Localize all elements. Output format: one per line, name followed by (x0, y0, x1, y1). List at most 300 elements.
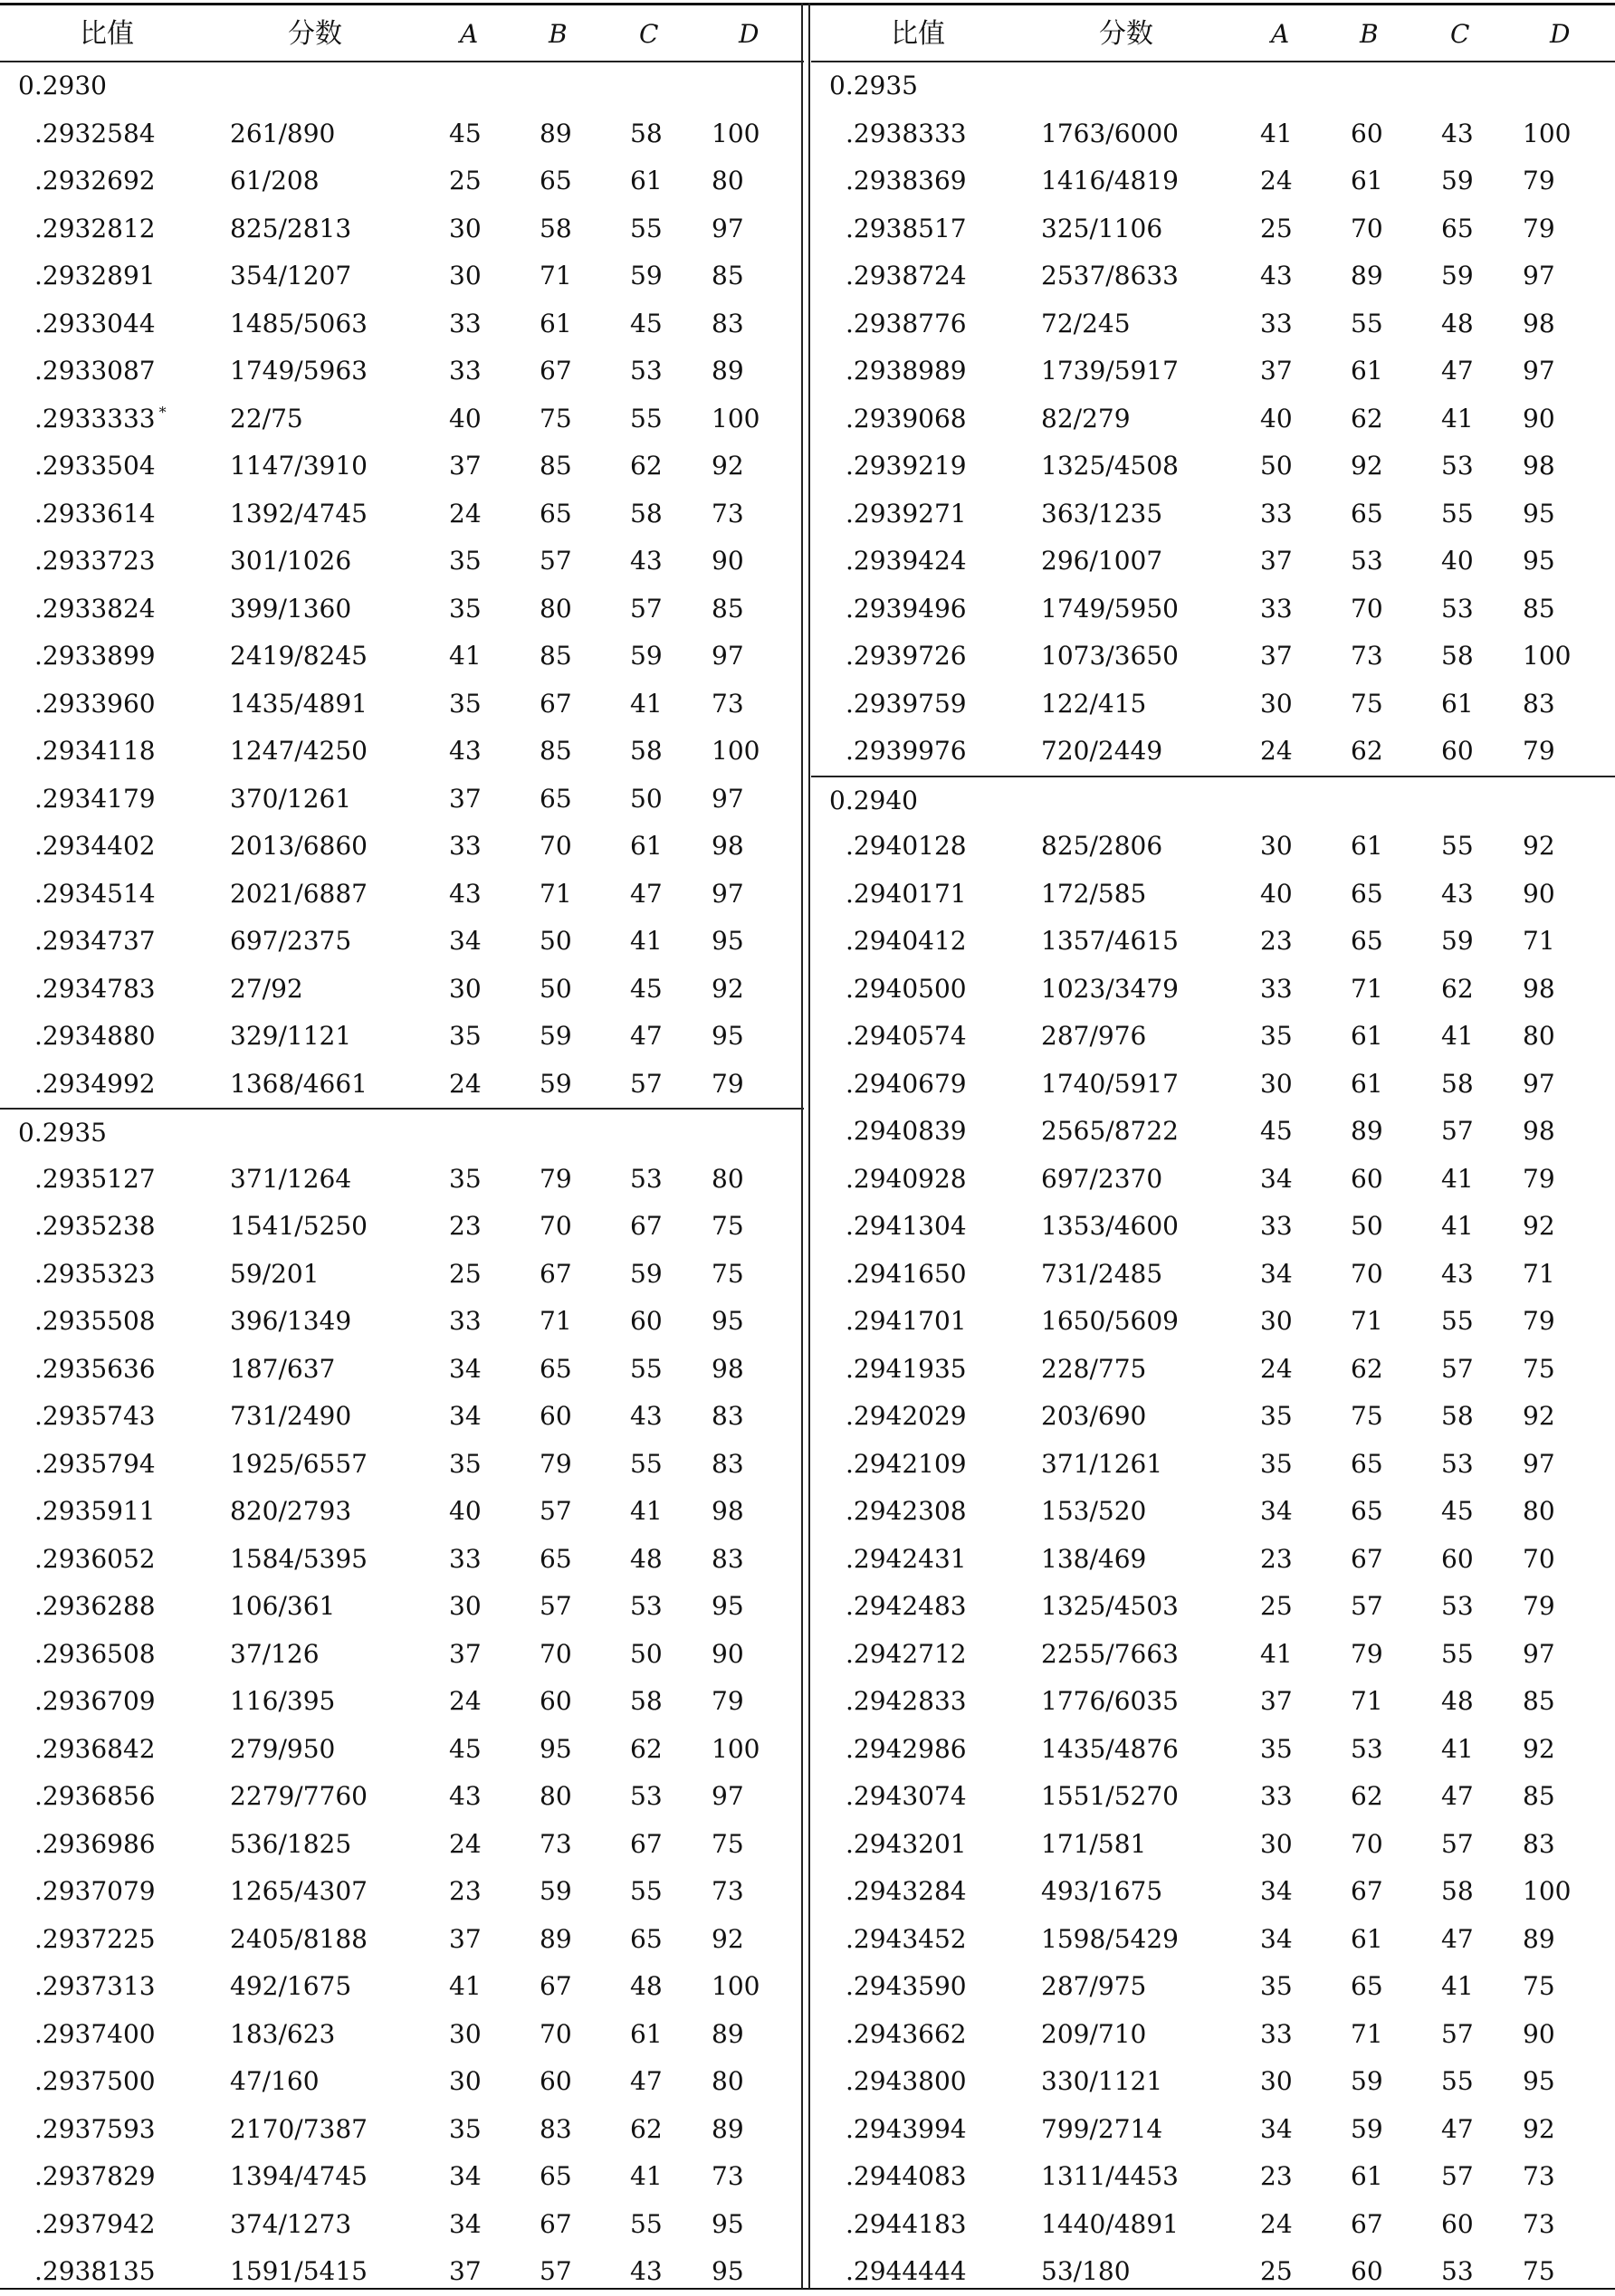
left-table (0, 0, 804, 2296)
d-cell: 97 (712, 213, 744, 243)
right-table (811, 0, 1615, 2296)
table-row (0, 1726, 804, 1774)
d-cell: 90 (1523, 403, 1555, 433)
ratio-value: .2936856 (34, 1781, 156, 1811)
b-cell: 89 (1351, 261, 1383, 291)
table-row (811, 2106, 1615, 2154)
fraction-cell: 53/180 (1041, 2256, 1131, 2286)
a-cell: 33 (449, 356, 482, 386)
a-cell: 33 (449, 1543, 482, 1574)
ratio-cell (846, 681, 967, 729)
a-cell: 25 (449, 166, 482, 195)
a-cell: 35 (1260, 1448, 1293, 1479)
c-cell: 67 (630, 1828, 663, 1859)
fraction-cell: 1485/5063 (230, 308, 368, 338)
c-cell: 41 (630, 2161, 663, 2191)
d-cell: 92 (1523, 1211, 1555, 1241)
ratio-value: .2943590 (846, 1971, 967, 2001)
table-row (0, 110, 804, 158)
a-cell: 30 (1260, 831, 1293, 861)
d-cell: 97 (712, 878, 744, 909)
header-fraction: 分数 (288, 18, 342, 50)
c-cell: 55 (630, 2208, 663, 2239)
ratio-value: .2942712 (846, 1638, 967, 1669)
b-cell: 83 (540, 2113, 572, 2144)
ratio-cell (846, 1108, 967, 1156)
d-cell: 89 (712, 2018, 744, 2049)
c-cell: 55 (1441, 831, 1474, 861)
fraction-cell: 1147/3910 (230, 451, 368, 481)
ratio-cell (846, 2011, 967, 2059)
d-cell: 95 (712, 926, 744, 956)
d-cell: 73 (712, 498, 744, 529)
b-cell: 62 (1351, 1781, 1383, 1811)
ratio-value: .2937400 (34, 2018, 156, 2049)
b-cell: 53 (1351, 1733, 1383, 1764)
fraction-cell: 1598/5429 (1041, 1923, 1179, 1954)
fraction-cell: 799/2714 (1041, 2113, 1163, 2144)
ratio-value: .2935636 (34, 1353, 156, 1384)
c-cell: 45 (630, 973, 663, 1004)
d-cell: 97 (712, 641, 744, 671)
d-cell: 75 (712, 1828, 744, 1859)
fraction-cell: 1325/4508 (1041, 451, 1179, 481)
b-cell: 57 (1351, 1591, 1383, 1621)
b-cell: 62 (1351, 736, 1383, 766)
d-cell: 100 (712, 403, 760, 433)
fraction-cell: 2537/8633 (1041, 261, 1179, 291)
d-cell: 73 (712, 688, 744, 719)
a-cell: 50 (1260, 451, 1293, 481)
fraction-cell: 1247/4250 (230, 736, 368, 766)
fraction-cell: 301/1026 (230, 546, 352, 576)
b-cell: 60 (1351, 118, 1383, 148)
b-cell: 65 (1351, 926, 1383, 956)
ratio-value: .2942431 (846, 1543, 967, 1574)
c-cell: 65 (1441, 213, 1474, 243)
fraction-cell: 2255/7663 (1041, 1638, 1179, 1669)
fraction-cell: 106/361 (230, 1591, 336, 1621)
d-cell: 75 (712, 1211, 744, 1241)
header-ratio: 比值 (891, 18, 945, 50)
b-cell: 55 (1351, 308, 1383, 338)
a-cell: 35 (449, 688, 482, 719)
a-cell: 24 (449, 1686, 482, 1716)
ratio-value: .2940412 (846, 926, 967, 956)
d-cell: 73 (1523, 2208, 1555, 2239)
a-cell: 30 (449, 973, 482, 1004)
d-cell: 80 (1523, 1496, 1555, 1526)
fraction-cell: 82/279 (1041, 403, 1131, 433)
c-cell: 43 (630, 2256, 663, 2286)
d-cell: 92 (1523, 2113, 1555, 2144)
ratio-value: .2942483 (846, 1591, 967, 1621)
ratio-cell (34, 681, 156, 729)
ratio-value: .2942109 (846, 1448, 967, 1479)
ratio-cell (846, 1583, 967, 1631)
fraction-cell: 731/2490 (230, 1401, 352, 1431)
c-cell: 40 (1441, 546, 1474, 576)
fraction-cell: 1584/5395 (230, 1543, 368, 1574)
c-cell: 58 (630, 498, 663, 529)
c-cell: 41 (1441, 1971, 1474, 2001)
table-row (0, 2153, 804, 2201)
c-cell: 41 (630, 1496, 663, 1526)
table-row (0, 443, 804, 491)
b-cell: 60 (1351, 2256, 1383, 2286)
ratio-cell (34, 1583, 156, 1631)
fraction-cell: 279/950 (230, 1733, 336, 1764)
ratio-cell (34, 1678, 156, 1726)
a-cell: 35 (449, 546, 482, 576)
fraction-cell: 1392/4745 (230, 498, 368, 529)
d-cell: 95 (712, 2256, 744, 2286)
ratio-cell (846, 1963, 967, 2011)
b-cell: 57 (540, 2256, 572, 2286)
fraction-cell: 370/1261 (230, 783, 352, 814)
d-cell: 89 (712, 356, 744, 386)
header-a: A (1271, 19, 1290, 49)
table-row (0, 1203, 804, 1251)
c-cell: 61 (630, 831, 663, 861)
ratio-cell (846, 2058, 967, 2106)
a-cell: 45 (449, 1733, 482, 1764)
c-cell: 53 (1441, 593, 1474, 624)
ratio-cell (846, 1536, 967, 1584)
a-cell: 30 (1260, 688, 1293, 719)
c-cell: 47 (1441, 356, 1474, 386)
ratio-cell (34, 586, 156, 634)
table-row (811, 1156, 1615, 1204)
a-cell: 41 (1260, 118, 1293, 148)
ratio-value: .2940128 (846, 831, 967, 861)
ratio-cell (846, 2153, 967, 2201)
a-cell: 35 (449, 1448, 482, 1479)
ratio-value: .2940928 (846, 1163, 967, 1194)
d-cell: 83 (712, 308, 744, 338)
ratio-value: .2941701 (846, 1306, 967, 1336)
ratio-value: .2933899 (34, 641, 156, 671)
c-cell: 48 (1441, 308, 1474, 338)
ratio-cell (846, 1203, 967, 1251)
table-row (811, 871, 1615, 919)
c-cell: 55 (630, 1448, 663, 1479)
b-cell: 80 (540, 593, 572, 624)
fraction-cell: 371/1261 (1041, 1448, 1163, 1479)
b-cell: 65 (540, 166, 572, 195)
fraction-cell: 2013/6860 (230, 831, 368, 861)
ratio-cell (846, 110, 967, 158)
ratio-value: .2936508 (34, 1638, 156, 1669)
a-cell: 34 (449, 926, 482, 956)
a-cell: 25 (1260, 213, 1293, 243)
c-cell: 61 (630, 2018, 663, 2049)
b-cell: 61 (1351, 356, 1383, 386)
ratio-cell (846, 300, 967, 348)
ratio-value: .2940171 (846, 878, 967, 909)
table-row (811, 681, 1615, 729)
ratio-value: .2938333 (846, 118, 967, 148)
ratio-cell (34, 1298, 156, 1346)
ratio-cell (846, 1061, 967, 1109)
d-cell: 89 (712, 2113, 744, 2144)
d-cell: 80 (712, 166, 744, 195)
a-cell: 37 (1260, 356, 1293, 386)
fraction-cell: 1551/5270 (1041, 1781, 1179, 1811)
fraction-cell: 47/160 (230, 2066, 320, 2096)
d-cell: 75 (1523, 2256, 1555, 2286)
a-cell: 40 (449, 1496, 482, 1526)
c-cell: 43 (630, 1401, 663, 1431)
ratio-cell (846, 871, 967, 919)
table-row (0, 823, 804, 871)
ratio-value: .2935508 (34, 1306, 156, 1336)
fraction-cell: 209/710 (1041, 2018, 1147, 2049)
a-cell: 33 (1260, 593, 1293, 624)
c-cell: 60 (1441, 2208, 1474, 2239)
a-cell: 23 (449, 1211, 482, 1241)
b-cell: 62 (1351, 403, 1383, 433)
b-cell: 50 (540, 973, 572, 1004)
a-cell: 33 (1260, 498, 1293, 529)
c-cell: 55 (1441, 1306, 1474, 1336)
header-a: A (460, 19, 479, 49)
fraction-cell: 1353/4600 (1041, 1211, 1179, 1241)
fraction-cell: 825/2806 (1041, 831, 1163, 861)
b-cell: 67 (1351, 1543, 1383, 1574)
b-cell: 70 (1351, 213, 1383, 243)
ratio-value: .2934402 (34, 831, 156, 861)
header-fraction: 分数 (1099, 18, 1153, 50)
ratio-value: .2944183 (846, 2208, 967, 2239)
b-cell: 70 (1351, 593, 1383, 624)
b-cell: 61 (1351, 831, 1383, 861)
table-row (0, 918, 804, 966)
c-cell: 43 (1441, 1258, 1474, 1289)
c-cell: 41 (630, 688, 663, 719)
c-cell: 58 (1441, 641, 1474, 671)
ratio-value: .2939219 (846, 451, 967, 481)
fraction-cell: 1368/4661 (230, 1068, 368, 1099)
b-cell: 59 (540, 1876, 572, 1906)
a-cell: 24 (1260, 166, 1293, 195)
d-cell: 79 (712, 1068, 744, 1099)
a-cell: 33 (1260, 1211, 1293, 1241)
a-cell: 34 (1260, 2113, 1293, 2144)
a-cell: 25 (1260, 2256, 1293, 2286)
c-cell: 47 (1441, 1781, 1474, 1811)
fraction-cell: 1394/4745 (230, 2161, 368, 2191)
d-cell: 79 (712, 1686, 744, 1716)
a-cell: 30 (1260, 1068, 1293, 1099)
d-cell: 98 (1523, 451, 1555, 481)
table-row (811, 252, 1615, 300)
d-cell: 79 (1523, 213, 1555, 243)
b-cell: 73 (1351, 641, 1383, 671)
ratio-cell (34, 1868, 156, 1916)
c-cell: 59 (1441, 926, 1474, 956)
fraction-cell: 1739/5917 (1041, 356, 1179, 386)
header-b: B (1360, 19, 1379, 49)
a-cell: 37 (1260, 546, 1293, 576)
b-cell: 60 (540, 1401, 572, 1431)
table-row (811, 1013, 1615, 1061)
ratio-cell (846, 538, 967, 586)
d-cell: 79 (1523, 1306, 1555, 1336)
b-cell: 61 (1351, 1923, 1383, 1954)
c-cell: 61 (1441, 688, 1474, 719)
table-row (811, 2201, 1615, 2249)
fraction-cell: 1435/4891 (230, 688, 368, 719)
footnote-mark: * (158, 404, 167, 422)
a-cell: 45 (1260, 1116, 1293, 1146)
ratio-cell (846, 918, 967, 966)
ratio-cell (846, 1726, 967, 1774)
ratio-cell (846, 1441, 967, 1489)
ratio-value: .2933504 (34, 451, 156, 481)
table-row (811, 538, 1615, 586)
d-cell: 92 (1523, 1733, 1555, 1764)
d-cell: 83 (712, 1448, 744, 1479)
d-cell: 79 (1523, 1591, 1555, 1621)
fraction-cell: 371/1264 (230, 1163, 352, 1194)
fraction-cell: 61/208 (230, 166, 320, 195)
b-cell: 79 (1351, 1638, 1383, 1669)
header-c: C (639, 19, 659, 49)
a-cell: 41 (1260, 1638, 1293, 1669)
b-cell: 70 (540, 2018, 572, 2049)
d-cell: 100 (1523, 118, 1572, 148)
c-cell: 55 (1441, 1638, 1474, 1669)
d-cell: 73 (712, 1876, 744, 1906)
ratio-cell (846, 633, 967, 681)
ratio-cell (34, 1441, 156, 1489)
d-cell: 98 (1523, 308, 1555, 338)
ratio-cell (846, 1298, 967, 1346)
a-cell: 37 (449, 1923, 482, 1954)
table-row (811, 823, 1615, 871)
c-cell: 53 (1441, 451, 1474, 481)
b-cell: 89 (1351, 1116, 1383, 1146)
ratio-value: .2944444 (846, 2256, 967, 2286)
ratio-value: .2936052 (34, 1543, 156, 1574)
ratio-cell (846, 1156, 967, 1204)
table-row (0, 2248, 804, 2296)
d-cell: 98 (712, 1353, 744, 1384)
a-cell: 30 (449, 1591, 482, 1621)
c-cell: 48 (630, 1971, 663, 2001)
b-cell: 80 (540, 1781, 572, 1811)
c-cell: 45 (630, 308, 663, 338)
c-cell: 59 (1441, 166, 1474, 195)
fraction-cell: 374/1273 (230, 2208, 352, 2239)
d-cell: 95 (1523, 498, 1555, 529)
fraction-cell: 72/245 (1041, 308, 1131, 338)
ratio-cell (34, 918, 156, 966)
ratio-cell (34, 1916, 156, 1964)
table-row (0, 2201, 804, 2249)
ratio-value: .2936986 (34, 1828, 156, 1859)
fraction-cell: 2419/8245 (230, 641, 368, 671)
ratio-value: .2937829 (34, 2161, 156, 2191)
ratio-value: .2944083 (846, 2161, 967, 2191)
ratio-value: .2934992 (34, 1068, 156, 1099)
table-row (0, 681, 804, 729)
c-cell: 43 (630, 546, 663, 576)
d-cell: 80 (712, 1163, 744, 1194)
ratio-cell (846, 1678, 967, 1726)
ratio-cell (846, 1773, 967, 1821)
ratio-cell (34, 300, 156, 348)
ratio-value: .2939759 (846, 688, 967, 719)
table-row (0, 1773, 804, 1821)
d-cell: 97 (1523, 1638, 1555, 1669)
c-cell: 57 (1441, 1116, 1474, 1146)
ratio-value: .2933044 (34, 308, 156, 338)
fraction-cell: 153/520 (1041, 1496, 1147, 1526)
ratio-cell (34, 348, 156, 395)
d-cell: 73 (1523, 2161, 1555, 2191)
b-cell: 79 (540, 1163, 572, 1194)
a-cell: 43 (449, 736, 482, 766)
d-cell: 97 (712, 783, 744, 814)
table-row (811, 1441, 1615, 1489)
a-cell: 30 (1260, 1306, 1293, 1336)
ratio-value: .2934880 (34, 1021, 156, 1051)
b-cell: 89 (540, 1923, 572, 1954)
c-cell: 55 (1441, 498, 1474, 529)
b-cell: 65 (1351, 878, 1383, 909)
c-cell: 57 (1441, 2161, 1474, 2191)
table-row (0, 586, 804, 634)
fraction-cell: 1440/4891 (1041, 2208, 1179, 2239)
c-cell: 60 (630, 1306, 663, 1336)
d-cell: 92 (712, 451, 744, 481)
a-cell: 45 (449, 118, 482, 148)
ratio-cell (846, 1013, 967, 1061)
fraction-cell: 1265/4307 (230, 1876, 368, 1906)
ratio-cell (34, 443, 156, 491)
fraction-cell: 1776/6035 (1041, 1686, 1179, 1716)
table-row (811, 2058, 1615, 2106)
table-row (811, 1773, 1615, 1821)
fraction-cell: 2565/8722 (1041, 1116, 1179, 1146)
b-cell: 92 (1351, 451, 1383, 481)
c-cell: 61 (630, 166, 663, 195)
ratio-cell (846, 2106, 967, 2154)
table-row (0, 157, 804, 205)
b-cell: 95 (540, 1733, 572, 1764)
b-cell: 61 (1351, 1021, 1383, 1051)
table-row (0, 1441, 804, 1489)
ratio-cell (34, 728, 156, 776)
fraction-cell: 399/1360 (230, 593, 352, 624)
group-label: 0.2935 (829, 71, 918, 100)
d-cell: 98 (1523, 973, 1555, 1004)
ratio-cell (34, 1631, 156, 1679)
ratio-value: .2935911 (34, 1496, 156, 1526)
ratio-cell (34, 1488, 156, 1536)
ratio-value: .2941304 (846, 1211, 967, 1241)
a-cell: 23 (1260, 1543, 1293, 1574)
ratio-cell (34, 1821, 156, 1869)
ratio-cell (846, 2248, 967, 2296)
c-cell: 47 (630, 2066, 663, 2096)
b-cell: 71 (1351, 1306, 1383, 1336)
a-cell: 37 (1260, 641, 1293, 671)
ratio-cell (34, 157, 156, 205)
d-cell: 89 (1523, 1923, 1555, 1954)
